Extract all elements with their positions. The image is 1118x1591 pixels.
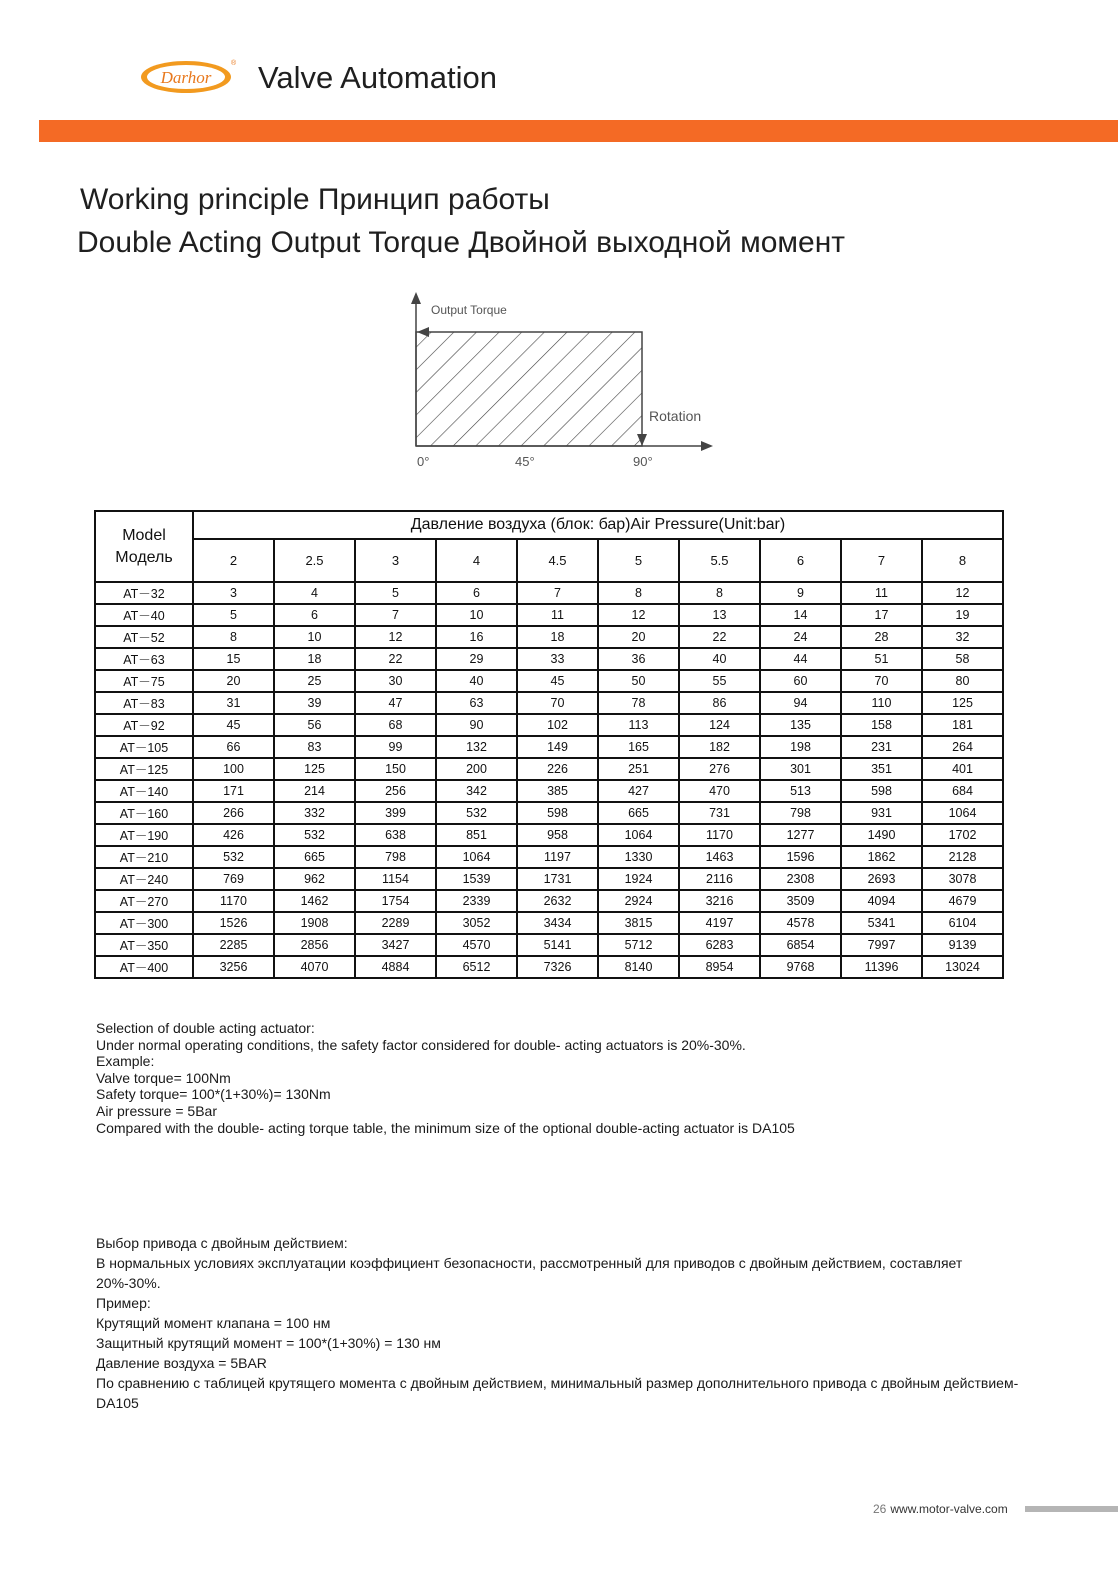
torque-value-cell: 1064: [598, 824, 679, 846]
torque-value-cell: 3216: [679, 890, 760, 912]
table-row: [95, 868, 1003, 890]
model-cell: AT－270: [95, 890, 193, 912]
x-axis-label: Rotation: [649, 408, 702, 424]
table-row: [95, 714, 1003, 736]
torque-value-cell: 36: [598, 648, 679, 670]
torque-value-cell: 1731: [517, 868, 598, 890]
torque-value-cell: 301: [760, 758, 841, 780]
torque-value-cell: 135: [760, 714, 841, 736]
torque-value-cell: 70: [517, 692, 598, 714]
pressure-header-cell: 5: [598, 539, 679, 582]
torque-value-cell: 125: [922, 692, 1003, 714]
model-cell: AT－75: [95, 670, 193, 692]
torque-value-cell: 11: [841, 582, 922, 604]
torque-value-cell: 2289: [355, 912, 436, 934]
pressure-header-cell: 8: [922, 539, 1003, 582]
torque-value-cell: 60: [760, 670, 841, 692]
torque-value-cell: 4884: [355, 956, 436, 978]
heading-double-acting: Double Acting Output Torque Двойной выходной момент: [77, 226, 846, 259]
pressure-values-row: [95, 539, 1003, 582]
torque-value-cell: 182: [679, 736, 760, 758]
table-row: [95, 802, 1003, 824]
torque-value-cell: 7997: [841, 934, 922, 956]
torque-value-cell: 1754: [355, 890, 436, 912]
torque-value-cell: 149: [517, 736, 598, 758]
torque-value-cell: 5141: [517, 934, 598, 956]
note-en-line: Selection of double acting actuator:: [96, 1020, 315, 1036]
torque-value-cell: 6512: [436, 956, 517, 978]
torque-value-cell: 266: [193, 802, 274, 824]
torque-value-cell: 11: [517, 604, 598, 626]
model-cell: AT－190: [95, 824, 193, 846]
pressure-header-cell: 5.5: [679, 539, 760, 582]
torque-value-cell: 9: [760, 582, 841, 604]
torque-value-cell: 3434: [517, 912, 598, 934]
torque-value-cell: 58: [922, 648, 1003, 670]
torque-value-cell: 99: [355, 736, 436, 758]
torque-value-cell: 427: [598, 780, 679, 802]
torque-value-cell: 19: [922, 604, 1003, 626]
torque-value-cell: 18: [517, 626, 598, 648]
torque-rotation-diagram: [405, 290, 735, 480]
torque-value-cell: 30: [355, 670, 436, 692]
torque-area: [416, 332, 642, 446]
note-en-line: Valve torque= 100Nm: [96, 1069, 231, 1086]
torque-value-cell: 1539: [436, 868, 517, 890]
torque-value-cell: 200: [436, 758, 517, 780]
torque-value-cell: 4570: [436, 934, 517, 956]
model-cell: AT－140: [95, 780, 193, 802]
torque-value-cell: 8: [598, 582, 679, 604]
pressure-header: Давление воздуха (блок: бар)Air Pressure(Unit:bar): [193, 511, 1003, 539]
torque-value-cell: 24: [760, 626, 841, 648]
page-number: 26: [873, 1502, 887, 1516]
note-ru-line: Выбор привода с двойным действием:: [96, 1235, 348, 1251]
torque-value-cell: 20: [598, 626, 679, 648]
torque-value-cell: 684: [922, 780, 1003, 802]
torque-table: [94, 510, 1004, 979]
torque-value-cell: 1462: [274, 890, 355, 912]
pressure-header-cell: 4.5: [517, 539, 598, 582]
table-row: [95, 780, 1003, 802]
table-row: [95, 582, 1003, 604]
model-header-ru: Модель: [115, 548, 173, 566]
model-cell: AT－83: [95, 692, 193, 714]
website-link[interactable]: www.motor-valve.com: [890, 1502, 1008, 1516]
torque-value-cell: 1526: [193, 912, 274, 934]
torque-value-cell: 4: [274, 582, 355, 604]
torque-value-cell: 8: [679, 582, 760, 604]
torque-value-cell: 20: [193, 670, 274, 692]
torque-value-cell: 1924: [598, 868, 679, 890]
torque-value-cell: 4578: [760, 912, 841, 934]
tick-45: 45°: [515, 454, 535, 469]
torque-value-cell: 181: [922, 714, 1003, 736]
table-row: [95, 912, 1003, 934]
logo-text: Darhor: [160, 68, 212, 87]
table-body: [95, 582, 1003, 978]
torque-value-cell: 66: [193, 736, 274, 758]
torque-value-cell: 513: [760, 780, 841, 802]
torque-value-cell: 198: [760, 736, 841, 758]
torque-value-cell: 5: [355, 582, 436, 604]
torque-value-cell: 113: [598, 714, 679, 736]
torque-value-cell: 40: [679, 648, 760, 670]
torque-value-cell: 598: [517, 802, 598, 824]
heading-working-principle: Working principle Принцип работы: [80, 183, 550, 216]
torque-value-cell: 7: [355, 604, 436, 626]
torque-value-cell: 851: [436, 824, 517, 846]
darhor-logo: [139, 57, 237, 95]
torque-value-cell: 165: [598, 736, 679, 758]
model-header-en: Model: [122, 526, 166, 544]
note-ru-line: Крутящий момент клапана = 100 нм: [96, 1315, 331, 1331]
torque-value-cell: 6854: [760, 934, 841, 956]
registered-mark: ®: [231, 60, 237, 67]
torque-value-cell: 385: [517, 780, 598, 802]
torque-value-cell: 665: [274, 846, 355, 868]
torque-value-cell: 4679: [922, 890, 1003, 912]
torque-value-cell: 5341: [841, 912, 922, 934]
x-axis-arrow-icon: [701, 441, 713, 451]
torque-value-cell: 401: [922, 758, 1003, 780]
torque-value-cell: 33: [517, 648, 598, 670]
pressure-header-cell: 2.5: [274, 539, 355, 582]
torque-value-cell: 39: [274, 692, 355, 714]
torque-value-cell: 68: [355, 714, 436, 736]
torque-value-cell: 1702: [922, 824, 1003, 846]
table-row: [95, 692, 1003, 714]
torque-value-cell: 1277: [760, 824, 841, 846]
torque-value-cell: 264: [922, 736, 1003, 758]
torque-value-cell: 78: [598, 692, 679, 714]
header-accent-bar: [39, 120, 1118, 142]
y-axis-arrow-icon: [411, 292, 421, 304]
torque-value-cell: 9768: [760, 956, 841, 978]
torque-value-cell: 532: [274, 824, 355, 846]
torque-value-cell: 251: [598, 758, 679, 780]
torque-value-cell: 6283: [679, 934, 760, 956]
torque-value-cell: 15: [193, 648, 274, 670]
torque-value-cell: 4197: [679, 912, 760, 934]
torque-value-cell: 31: [193, 692, 274, 714]
torque-value-cell: 532: [436, 802, 517, 824]
note-en-line: Safety torque= 100*(1+30%)= 130Nm: [96, 1086, 331, 1103]
torque-value-cell: 28: [841, 626, 922, 648]
torque-value-cell: 50: [598, 670, 679, 692]
torque-value-cell: 3256: [193, 956, 274, 978]
y-axis-label: Output Torque: [431, 303, 507, 317]
pressure-header-cell: 3: [355, 539, 436, 582]
torque-value-cell: 399: [355, 802, 436, 824]
torque-value-cell: 3: [193, 582, 274, 604]
torque-value-cell: 32: [922, 626, 1003, 648]
torque-value-cell: 769: [193, 868, 274, 890]
torque-value-cell: 5: [193, 604, 274, 626]
torque-value-cell: 2856: [274, 934, 355, 956]
model-cell: AT－210: [95, 846, 193, 868]
pressure-header-cell: 2: [193, 539, 274, 582]
table-row: [95, 890, 1003, 912]
pressure-header-cell: 6: [760, 539, 841, 582]
torque-value-cell: 3427: [355, 934, 436, 956]
torque-value-cell: 6104: [922, 912, 1003, 934]
torque-value-cell: 100: [193, 758, 274, 780]
note-ru-line: Пример:: [96, 1295, 151, 1311]
torque-value-cell: 231: [841, 736, 922, 758]
torque-value-cell: 29: [436, 648, 517, 670]
torque-value-cell: 1862: [841, 846, 922, 868]
torque-value-cell: 22: [679, 626, 760, 648]
note-en-line: Under normal operating conditions, the safety factor considered for double- acting actuators is 20%-30%.: [96, 1036, 746, 1053]
torque-value-cell: 16: [436, 626, 517, 648]
note-en-line: Compared with the double- acting torque table, the minimum size of the optional double-acting actuator is DA105: [96, 1119, 795, 1136]
torque-value-cell: 83: [274, 736, 355, 758]
torque-value-cell: 1064: [436, 846, 517, 868]
model-cell: AT－105: [95, 736, 193, 758]
table-row: [95, 736, 1003, 758]
torque-value-cell: 962: [274, 868, 355, 890]
torque-value-cell: 8954: [679, 956, 760, 978]
torque-value-cell: 2693: [841, 868, 922, 890]
footer-accent-bar: [1025, 1506, 1118, 1512]
model-cell: AT－32: [95, 582, 193, 604]
torque-value-cell: 17: [841, 604, 922, 626]
table-row: [95, 934, 1003, 956]
torque-value-cell: 14: [760, 604, 841, 626]
torque-value-cell: 731: [679, 802, 760, 824]
torque-value-cell: 12: [355, 626, 436, 648]
torque-value-cell: 44: [760, 648, 841, 670]
table-row: [95, 956, 1003, 978]
table-row: [95, 758, 1003, 780]
torque-value-cell: 4070: [274, 956, 355, 978]
torque-value-cell: 2339: [436, 890, 517, 912]
table-row: [95, 824, 1003, 846]
torque-value-cell: 931: [841, 802, 922, 824]
note-ru-line: Защитный крутящий момент = 100*(1+30%) = 130 нм: [96, 1335, 441, 1351]
torque-value-cell: 332: [274, 802, 355, 824]
torque-value-cell: 55: [679, 670, 760, 692]
torque-value-cell: 56: [274, 714, 355, 736]
torque-value-cell: 2632: [517, 890, 598, 912]
notes-russian: [96, 1233, 1026, 1413]
torque-value-cell: 8: [193, 626, 274, 648]
torque-value-cell: 470: [679, 780, 760, 802]
torque-value-cell: 25: [274, 670, 355, 692]
model-cell: AT－300: [95, 912, 193, 934]
brand-title: Valve Automation: [258, 60, 497, 95]
torque-value-cell: 598: [841, 780, 922, 802]
torque-value-cell: 1596: [760, 846, 841, 868]
notes-english: [96, 1020, 795, 1136]
torque-value-cell: 351: [841, 758, 922, 780]
torque-value-cell: 3509: [760, 890, 841, 912]
torque-value-cell: 158: [841, 714, 922, 736]
torque-value-cell: 1908: [274, 912, 355, 934]
torque-value-cell: 171: [193, 780, 274, 802]
torque-value-cell: 18: [274, 648, 355, 670]
torque-value-cell: 665: [598, 802, 679, 824]
torque-value-cell: 226: [517, 758, 598, 780]
torque-value-cell: 342: [436, 780, 517, 802]
note-en-line: Air pressure = 5Bar: [96, 1102, 217, 1119]
torque-value-cell: 13024: [922, 956, 1003, 978]
model-header: [95, 511, 193, 582]
model-cell: AT－63: [95, 648, 193, 670]
torque-value-cell: 2285: [193, 934, 274, 956]
torque-value-cell: 51: [841, 648, 922, 670]
torque-value-cell: 276: [679, 758, 760, 780]
note-ru-line: По сравнению с таблицей крутящего момента с двойным действием, минимальный размер дополнительного привода с двойным действием- DA105: [96, 1375, 1019, 1411]
model-cell: AT－240: [95, 868, 193, 890]
torque-value-cell: 426: [193, 824, 274, 846]
torque-value-cell: 47: [355, 692, 436, 714]
model-cell: AT－400: [95, 956, 193, 978]
torque-value-cell: 45: [517, 670, 598, 692]
torque-value-cell: 10: [436, 604, 517, 626]
torque-value-cell: 102: [517, 714, 598, 736]
torque-value-cell: 94: [760, 692, 841, 714]
table-row: [95, 670, 1003, 692]
torque-value-cell: 12: [922, 582, 1003, 604]
torque-value-cell: 10: [274, 626, 355, 648]
torque-value-cell: 2308: [760, 868, 841, 890]
model-cell: AT－92: [95, 714, 193, 736]
note-ru-line: Давление воздуха = 5BAR: [96, 1355, 267, 1371]
pressure-header-cell: 4: [436, 539, 517, 582]
tick-90: 90°: [633, 454, 653, 469]
torque-value-cell: 8140: [598, 956, 679, 978]
torque-value-cell: 958: [517, 824, 598, 846]
torque-value-cell: 1064: [922, 802, 1003, 824]
note-ru-line: В нормальных условиях эксплуатации коэффициент безопасности, рассмотренный для приводов с двойным действием, составляет 20%-30%.: [96, 1255, 963, 1291]
torque-value-cell: 125: [274, 758, 355, 780]
model-cell: AT－125: [95, 758, 193, 780]
torque-value-cell: 11396: [841, 956, 922, 978]
torque-value-cell: 3078: [922, 868, 1003, 890]
torque-value-cell: 5712: [598, 934, 679, 956]
torque-value-cell: 7326: [517, 956, 598, 978]
torque-value-cell: 798: [355, 846, 436, 868]
torque-value-cell: 12: [598, 604, 679, 626]
torque-value-cell: 70: [841, 670, 922, 692]
torque-value-cell: 45: [193, 714, 274, 736]
torque-value-cell: 214: [274, 780, 355, 802]
model-cell: AT－40: [95, 604, 193, 626]
torque-value-cell: 80: [922, 670, 1003, 692]
torque-value-cell: 1154: [355, 868, 436, 890]
torque-value-cell: 798: [760, 802, 841, 824]
torque-value-cell: 3815: [598, 912, 679, 934]
torque-value-cell: 2128: [922, 846, 1003, 868]
torque-value-cell: 1463: [679, 846, 760, 868]
torque-value-cell: 2924: [598, 890, 679, 912]
torque-value-cell: 1197: [517, 846, 598, 868]
model-cell: AT－350: [95, 934, 193, 956]
torque-value-cell: 6: [274, 604, 355, 626]
torque-value-cell: 1330: [598, 846, 679, 868]
torque-value-cell: 2116: [679, 868, 760, 890]
torque-value-cell: 1490: [841, 824, 922, 846]
torque-value-cell: 1170: [193, 890, 274, 912]
footer: [873, 1502, 1008, 1516]
table-row: [95, 626, 1003, 648]
torque-value-cell: 6: [436, 582, 517, 604]
torque-value-cell: 4094: [841, 890, 922, 912]
pressure-header-cell: 7: [841, 539, 922, 582]
torque-value-cell: 1170: [679, 824, 760, 846]
table-row: [95, 648, 1003, 670]
note-en-line: Example:: [96, 1053, 155, 1070]
torque-value-cell: 3052: [436, 912, 517, 934]
torque-value-cell: 7: [517, 582, 598, 604]
model-cell: AT－52: [95, 626, 193, 648]
torque-value-cell: 86: [679, 692, 760, 714]
tick-0: 0°: [417, 454, 430, 469]
torque-value-cell: 124: [679, 714, 760, 736]
torque-value-cell: 110: [841, 692, 922, 714]
torque-value-cell: 13: [679, 604, 760, 626]
torque-value-cell: 638: [355, 824, 436, 846]
model-cell: AT－160: [95, 802, 193, 824]
table-row: [95, 846, 1003, 868]
torque-value-cell: 9139: [922, 934, 1003, 956]
torque-value-cell: 63: [436, 692, 517, 714]
torque-value-cell: 150: [355, 758, 436, 780]
table-row: [95, 604, 1003, 626]
torque-value-cell: 90: [436, 714, 517, 736]
torque-value-cell: 132: [436, 736, 517, 758]
torque-value-cell: 256: [355, 780, 436, 802]
torque-value-cell: 22: [355, 648, 436, 670]
torque-value-cell: 532: [193, 846, 274, 868]
torque-value-cell: 40: [436, 670, 517, 692]
